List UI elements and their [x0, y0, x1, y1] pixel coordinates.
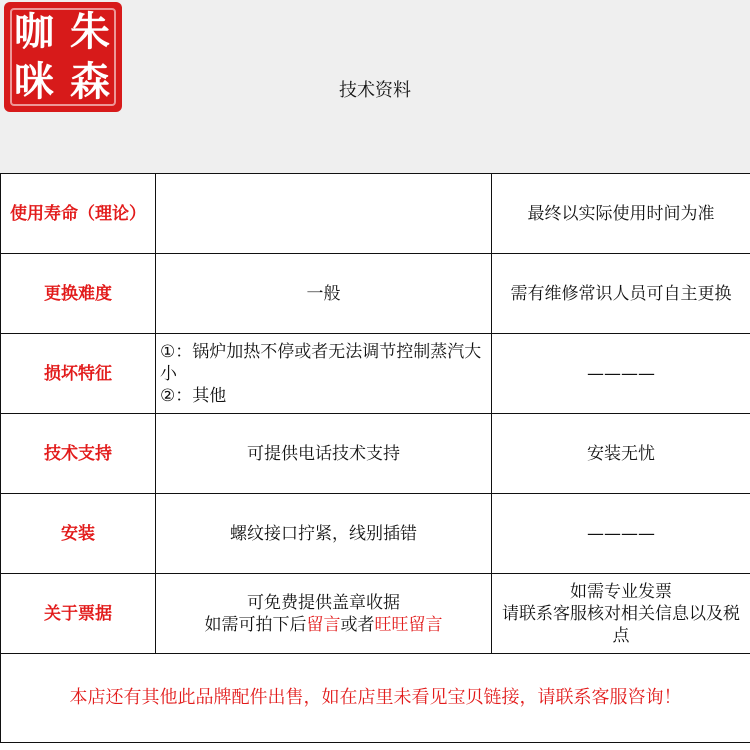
- table-row: [1, 174, 750, 254]
- receipt-text: 或者: [340, 614, 375, 635]
- invoice-line-1: 如需专业发票: [570, 581, 672, 602]
- footer-notice: 本店还有其他此品牌配件出售，如在店里未看见宝贝链接，请联系客服咨询！: [1, 654, 750, 743]
- row-note: ————: [492, 494, 750, 574]
- row-note: ————: [492, 334, 750, 414]
- row-note: 安装无忧: [492, 414, 750, 494]
- row-value: [156, 574, 492, 654]
- row-label: 更换难度: [1, 254, 156, 334]
- damage-line-1: ①：锅炉加热不停或者无法调节控制蒸汽大小: [160, 341, 482, 384]
- row-label: 安装: [1, 494, 156, 574]
- row-value: [156, 334, 492, 414]
- seal-char: 森: [70, 58, 110, 105]
- receipt-line-2: [160, 614, 487, 636]
- row-value: 螺纹接口拧紧，线别插错: [156, 494, 492, 574]
- table-row: [1, 574, 750, 654]
- invoice-line-2: 请联系客服核对相关信息以及税点: [502, 603, 740, 646]
- row-label: 损坏特征: [1, 334, 156, 414]
- spec-table: [0, 173, 750, 743]
- row-note: [492, 574, 750, 654]
- row-value: [156, 174, 492, 254]
- table-row: [1, 334, 750, 414]
- table-row: [1, 654, 750, 743]
- receipt-text: 如需可拍下后: [204, 614, 307, 635]
- row-value: 可提供电话技术支持: [156, 414, 492, 494]
- page-title: 技术资料: [339, 80, 411, 101]
- seal-char: 朱: [70, 8, 110, 55]
- wangwang-link-text: 旺旺留言: [374, 614, 443, 635]
- damage-line-2: ②：其他: [160, 385, 227, 406]
- table-row: [1, 254, 750, 334]
- row-value: 一般: [156, 254, 492, 334]
- seal-char: 咖: [14, 8, 54, 55]
- row-note: 需有维修常识人员可自主更换: [492, 254, 750, 334]
- message-link-text: 留言: [306, 614, 341, 635]
- table-row: [1, 494, 750, 574]
- table-row: [1, 414, 750, 494]
- shop-seal-logo: [4, 2, 122, 112]
- spec-table-container: [0, 173, 750, 743]
- row-note: 最终以实际使用时间为准: [492, 174, 750, 254]
- row-label: 使用寿命（理论）: [1, 174, 156, 254]
- header-band: [0, 0, 750, 173]
- seal-char: 咪: [14, 58, 54, 105]
- row-label: 技术支持: [1, 414, 156, 494]
- receipt-line-1: 可免费提供盖章收据: [247, 592, 400, 613]
- row-label: 关于票据: [1, 574, 156, 654]
